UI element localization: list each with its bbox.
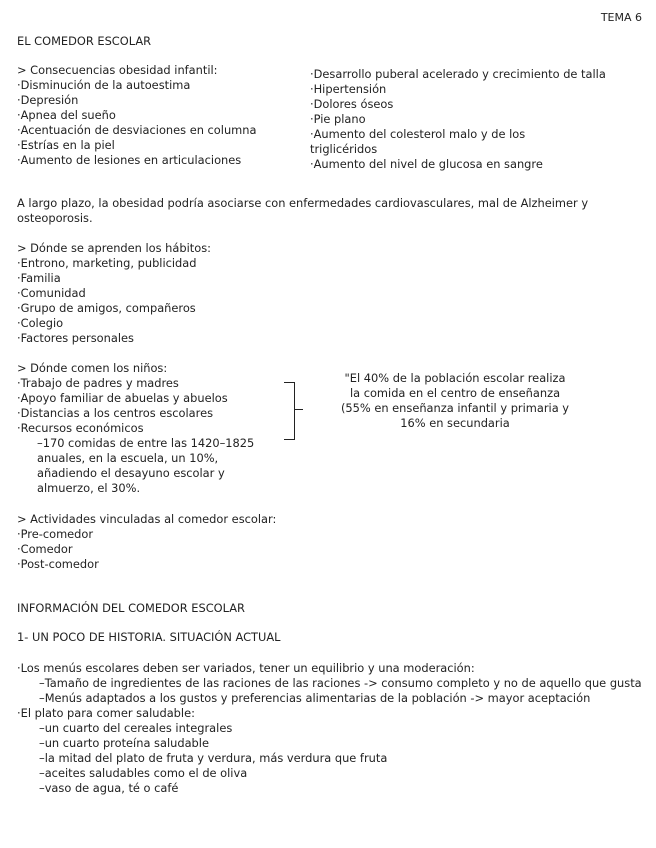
list-item: ·Aumento del colesterol malo y de los triglicéridos: [310, 127, 526, 156]
page-title: EL COMEDOR ESCOLAR: [17, 34, 152, 48]
list-item: ·Aumento de lesiones en articulaciones: [17, 153, 242, 167]
list-item: ·Depresión: [17, 93, 79, 107]
list-item: –un cuarto proteína saludable: [39, 736, 209, 750]
list-item: ·Apnea del sueño: [17, 108, 116, 122]
list-item: ·Recursos económicos: [17, 421, 144, 435]
list-item: ·Desarrollo puberal acelerado y crecimiento de talla: [310, 67, 606, 81]
list-item: ·Grupo de amigos, compañeros: [17, 301, 196, 315]
habitos-heading: > Dónde se aprenden los hábitos:: [17, 241, 211, 255]
list-item: ·Dolores óseos: [310, 97, 394, 111]
list-item: –vaso de agua, té o café: [39, 781, 179, 795]
list-item: ·Comunidad: [17, 286, 86, 300]
list-item: ·Disminución de la autoestima: [17, 78, 191, 92]
plato-heading: ·El plato para comer saludable:: [17, 706, 195, 720]
list-item: –aceites saludables como el de oliva: [39, 766, 248, 780]
statistic-quote: "El 40% de la población escolar realiza la comida en el centro de enseñanza (55% en enseñanza infantil y primaria y 16% en secundaria: [340, 371, 570, 430]
list-item: –Tamaño de ingredientes de las raciones de las raciones -> consumo completo y no de aquello que gusta: [39, 676, 642, 690]
section-subtitle-history: 1- UN POCO DE HISTORIA. SITUACIÓN ACTUAL: [17, 630, 281, 644]
actividades-heading: > Actividades vinculadas al comedor escolar:: [17, 512, 277, 526]
consecuencias-left-column: [17, 63, 302, 168]
section-title-info: INFORMACIÓN DEL COMEDOR ESCOLAR: [17, 601, 245, 615]
list-item: ·Colegio: [17, 316, 64, 330]
list-item: –un cuarto del cereales integrales: [39, 721, 233, 735]
list-item: ·Estrías en la piel: [17, 138, 115, 152]
list-item: ·Apoyo familiar de abuelas y abuelos: [17, 391, 228, 405]
resources-detail: –170 comidas de entre las 1420–1825 anuales, en la escuela, un 10%, añadiendo el desayuno escolar y almuerzo, el 30%.: [37, 436, 255, 495]
list-item: ·Trabajo de padres y madres: [17, 376, 179, 390]
list-item: ·Pie plano: [310, 112, 366, 126]
consecuencias-heading: > Consecuencias obesidad infantil:: [17, 63, 218, 77]
list-item: ·Familia: [17, 271, 61, 285]
consecuencias-right-column: [310, 67, 640, 172]
list-item: ·Pre-comedor: [17, 527, 94, 541]
actividades-section: [17, 512, 347, 572]
list-item: ·Distancias a los centros escolares: [17, 406, 214, 420]
comen-section: [17, 361, 287, 496]
list-item: ·Factores personales: [17, 331, 134, 345]
list-item: ·Hipertensión: [310, 82, 387, 96]
list-item: ·Aumento del nivel de glucosa en sangre: [310, 157, 543, 171]
menus-heading: ·Los menús escolares deben ser variados, tener un equilibrio y una moderación:: [17, 661, 475, 675]
menus-section: [17, 661, 642, 796]
bracket-connector: [284, 382, 295, 440]
comen-heading: > Dónde comen los niños:: [17, 361, 168, 375]
habitos-section: [17, 241, 317, 346]
list-item: ·Comedor: [17, 542, 73, 556]
long-term-paragraph: A largo plazo, la obesidad podría asociarse con enfermedades cardiovasculares, mal de Alzheimer y osteoporosis.: [17, 196, 589, 225]
list-item: –Menús adaptados a los gustos y preferencias alimentarias de la población -> mayor aceptación: [39, 691, 591, 705]
bracket-tick: [295, 409, 303, 410]
topic-label: TEMA 6: [600, 11, 642, 24]
list-item: ·Post-comedor: [17, 557, 99, 571]
list-item: ·Acentuación de desviaciones en columna: [17, 123, 257, 137]
list-item: ·Entrono, marketing, publicidad: [17, 256, 197, 270]
list-item: –la mitad del plato de fruta y verdura, más verdura que fruta: [39, 751, 388, 765]
